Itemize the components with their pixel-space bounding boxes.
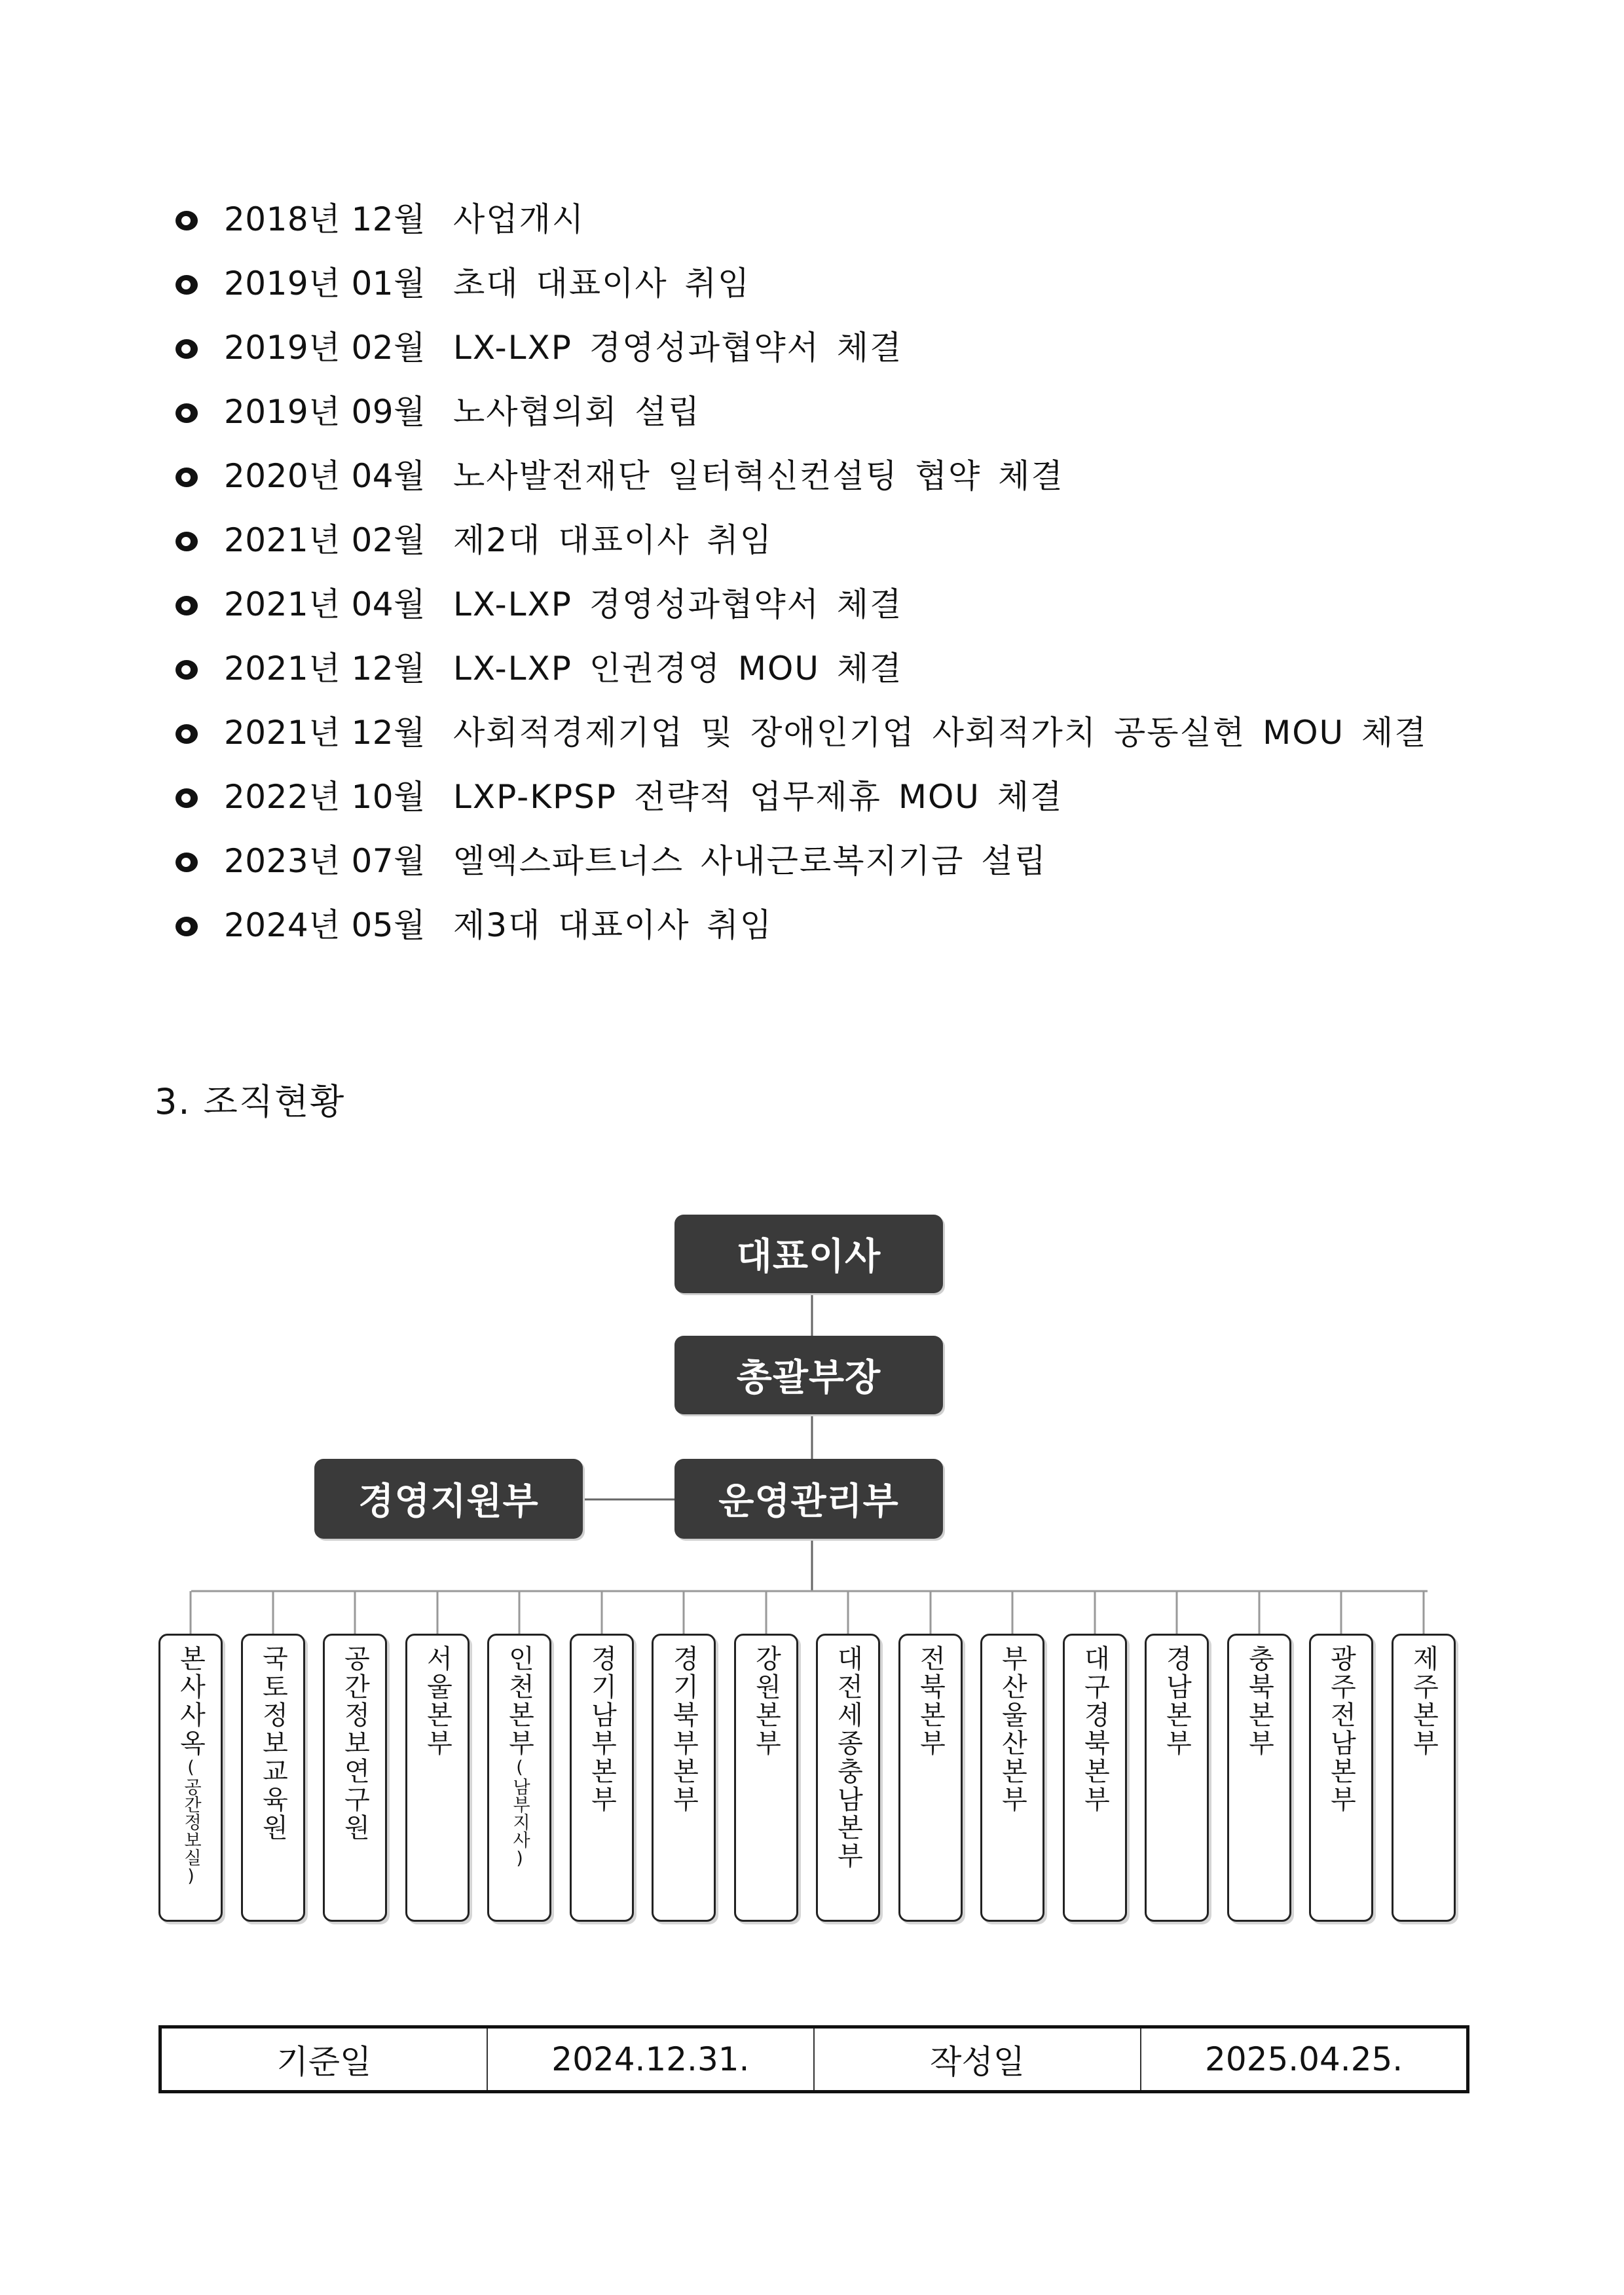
circle-bullet-icon (175, 275, 198, 295)
org-department-box (652, 1634, 716, 1922)
org-department-label (260, 1645, 286, 1920)
history-text: 제3대 대표이사 취임 (453, 906, 773, 944)
history-item (175, 316, 1485, 380)
circle-bullet-icon (175, 788, 198, 808)
history-item (175, 251, 1485, 316)
table-row (160, 2027, 1468, 2092)
circle-bullet-icon (175, 339, 198, 359)
history-item (175, 444, 1485, 508)
org-department-label (917, 1645, 944, 1920)
org-department-name: 대전세종충남본부 (833, 1645, 863, 1870)
circle-bullet-icon (175, 853, 198, 872)
org-department-label (753, 1645, 779, 1920)
written-date-label: 작성일 (814, 2027, 1141, 2092)
org-department-name: 충북본부 (1244, 1645, 1274, 1757)
org-support-box (314, 1459, 583, 1539)
circle-bullet-icon (175, 917, 198, 936)
org-department-box (158, 1634, 223, 1922)
org-ceo-label: 대표이사 (736, 1236, 881, 1278)
org-department-box (1309, 1634, 1373, 1922)
history-date: 2020년 04월 (224, 457, 426, 495)
history-item (175, 701, 1485, 765)
org-department-name: 서울본부 (422, 1645, 452, 1757)
org-gm-box (674, 1336, 943, 1414)
org-department-label (177, 1645, 204, 1920)
org-department-name: 공간정보연구원 (340, 1645, 370, 1842)
org-department-box (323, 1634, 387, 1922)
org-department-name: 대구경북본부 (1080, 1645, 1110, 1814)
org-department-name: 경기북부본부 (669, 1645, 699, 1814)
org-department-label (671, 1645, 697, 1920)
history-text: 사업개시 (453, 200, 585, 238)
org-department-label (424, 1645, 451, 1920)
org-department-label (589, 1645, 615, 1920)
history-text: 노사협의회 설립 (453, 393, 701, 431)
circle-bullet-icon (175, 211, 198, 230)
org-ops-box (674, 1459, 943, 1539)
org-department-name: 부산울산본부 (997, 1645, 1027, 1814)
org-department-label (999, 1645, 1025, 1920)
org-department-name: 경기남부본부 (587, 1645, 617, 1814)
history-item (175, 380, 1485, 444)
org-department-box (241, 1634, 305, 1922)
circle-bullet-icon (175, 724, 198, 744)
org-department-label (1411, 1645, 1437, 1920)
base-date-label: 기준일 (160, 2027, 487, 2092)
history-date: 2019년 02월 (224, 329, 426, 367)
history-date: 2021년 12월 (224, 650, 426, 688)
history-item (175, 829, 1485, 893)
history-list (175, 187, 1485, 957)
org-department-box (405, 1634, 470, 1922)
org-department-name: 본사사옥 (175, 1645, 206, 1757)
history-item (175, 765, 1485, 829)
org-department-sub: (공간정보실) (181, 1757, 201, 1886)
history-text: LX-LXP 인권경영 MOU 체결 (453, 650, 903, 688)
history-date: 2019년 09월 (224, 393, 426, 431)
org-department-label (506, 1645, 532, 1920)
history-date: 2021년 12월 (224, 714, 426, 752)
circle-bullet-icon (175, 403, 198, 423)
org-gm-label: 총괄부장 (736, 1357, 881, 1399)
history-text: 제2대 대표이사 취임 (453, 521, 773, 559)
org-department-box (734, 1634, 798, 1922)
org-department-label (835, 1645, 861, 1920)
org-department-name: 경남본부 (1162, 1645, 1192, 1757)
history-item (175, 187, 1485, 251)
org-department-label (342, 1645, 368, 1920)
section-title: 3. 조직현황 (155, 1081, 346, 1122)
org-department-name: 강원본부 (751, 1645, 781, 1757)
org-support-label: 경영지원부 (358, 1480, 539, 1523)
date-info-table (158, 2025, 1469, 2093)
history-date: 2021년 02월 (224, 521, 426, 559)
history-text: 초대 대표이사 취임 (453, 265, 751, 303)
org-department-label (1164, 1645, 1190, 1920)
history-text: LXP-KPSP 전략적 업무제휴 MOU 체결 (453, 778, 1063, 816)
org-department-box (816, 1634, 880, 1922)
org-department-label (1246, 1645, 1272, 1920)
org-department-label (1328, 1645, 1354, 1920)
org-department-name: 인천본부 (504, 1645, 534, 1757)
written-date-value: 2025.04.25. (1141, 2027, 1467, 2092)
history-text: LX-LXP 경영성과협약서 체결 (453, 585, 903, 623)
org-department-box (1063, 1634, 1127, 1922)
history-item (175, 572, 1485, 636)
history-text: 사회적경제기업 및 장애인기업 사회적가치 공동실현 MOU 체결 (453, 714, 1428, 752)
history-date: 2018년 12월 (224, 200, 426, 238)
history-item (175, 636, 1485, 701)
history-date: 2023년 07월 (224, 842, 426, 880)
circle-bullet-icon (175, 468, 198, 487)
history-date: 2019년 01월 (224, 265, 426, 303)
org-department-name: 전북본부 (915, 1645, 946, 1757)
org-department-name: 제주본부 (1409, 1645, 1439, 1757)
history-text: 노사발전재단 일터혁신컨설팅 협약 체결 (453, 457, 1064, 495)
circle-bullet-icon (175, 660, 198, 680)
org-department-box (570, 1634, 634, 1922)
history-item (175, 893, 1485, 957)
history-text: 엘엑스파트너스 사내근로복지기금 설립 (453, 842, 1047, 880)
org-department-box (487, 1634, 551, 1922)
org-department-name: 광주전남본부 (1326, 1645, 1356, 1814)
org-department-sub: (남부지사) (509, 1757, 530, 1869)
org-department-box (1145, 1634, 1209, 1922)
org-department-box (1392, 1634, 1456, 1922)
circle-bullet-icon (175, 532, 198, 551)
connector-dept-drops (191, 1591, 1424, 1634)
history-date: 2024년 05월 (224, 906, 426, 944)
history-date: 2021년 04월 (224, 585, 426, 623)
history-text: LX-LXP 경영성과협약서 체결 (453, 329, 903, 367)
org-department-name: 국토정보교육원 (258, 1645, 288, 1842)
history-item (175, 508, 1485, 572)
org-ceo-box (674, 1215, 943, 1293)
org-department-box (898, 1634, 963, 1922)
circle-bullet-icon (175, 596, 198, 615)
org-department-box (1227, 1634, 1291, 1922)
history-date: 2022년 10월 (224, 778, 426, 816)
org-department-box (980, 1634, 1044, 1922)
org-department-label (1082, 1645, 1108, 1920)
org-ops-label: 운영관리부 (718, 1480, 899, 1523)
base-date-value: 2024.12.31. (487, 2027, 814, 2092)
